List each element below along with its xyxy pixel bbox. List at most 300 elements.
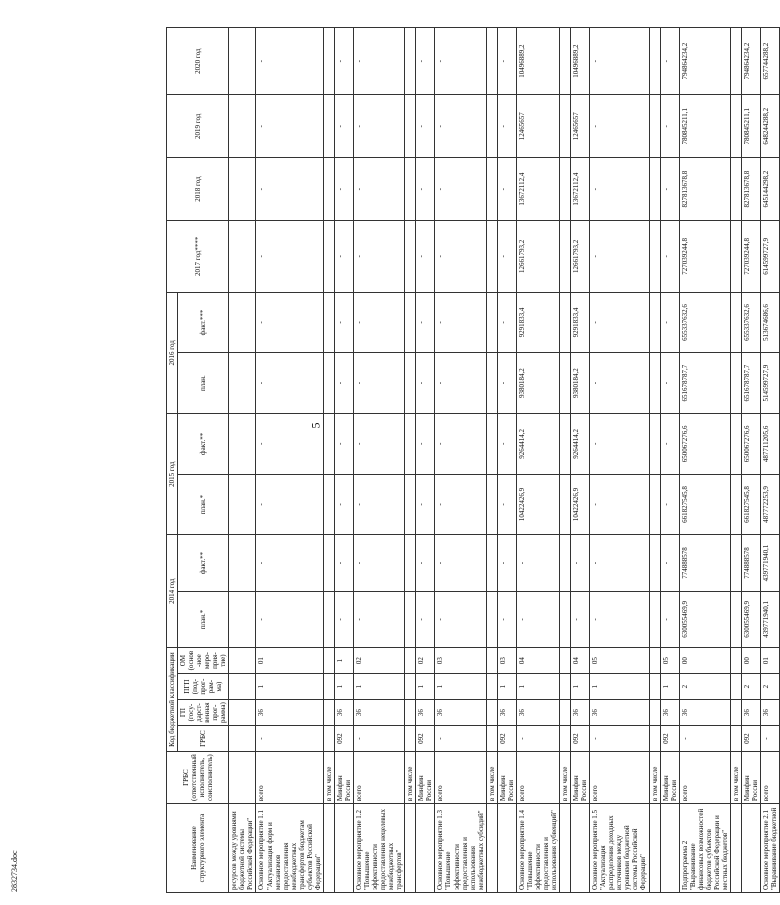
cell-f16: - — [334, 292, 353, 353]
cell-p15: 487772253,9 — [761, 474, 780, 535]
cell-resp: всего — [435, 752, 486, 804]
cell-pgp: 2 — [742, 674, 761, 700]
cell-y18: - — [334, 158, 353, 221]
cell-gp: 36 — [497, 700, 516, 726]
cell-y17: 12661793,2 — [571, 221, 590, 293]
cell-y18: - — [353, 158, 404, 221]
cell-f16 — [649, 292, 660, 353]
cell-om: 01 — [256, 648, 323, 674]
cell-p16: 651678787,7 — [742, 353, 761, 414]
cell-y18: - — [590, 158, 649, 221]
cell-p15: 10422426,9 — [516, 474, 559, 535]
cell-gp: 36 — [679, 700, 730, 726]
cell-y20 — [649, 28, 660, 95]
cell-resp: в том числе — [486, 752, 497, 804]
header-2016: 2016 год — [167, 292, 178, 413]
cell-name — [323, 804, 334, 893]
cell-pgp: 1 — [516, 674, 559, 700]
table-row — [405, 28, 416, 893]
cell-f15: - — [353, 413, 404, 474]
table-row — [353, 28, 404, 893]
cell-gp: 36 — [742, 700, 761, 726]
cell-f15 — [229, 413, 256, 474]
cell-y18: 13672112,4 — [516, 158, 559, 221]
cell-y19 — [229, 95, 256, 158]
cell-y19 — [730, 95, 741, 158]
cell-f16: - — [435, 292, 486, 353]
cell-p15 — [730, 474, 741, 535]
cell-f14 — [229, 535, 256, 591]
cell-p14: 630055469,9 — [679, 591, 730, 647]
cell-name: Основное мероприятие 1.2 "Повышение эффективности предоставления нецелевых межбюджетных трансфертов" — [353, 804, 404, 893]
cell-pgp — [229, 674, 256, 700]
header-2019: 2019 год — [167, 95, 229, 158]
cell-f15 — [730, 413, 741, 474]
cell-pgp: 2 — [761, 674, 780, 700]
cell-p15: - — [416, 474, 435, 535]
table-row — [660, 28, 679, 893]
cell-grbs: 092 — [416, 726, 435, 752]
header-2014: 2014 год — [167, 535, 178, 648]
cell-y19 — [323, 95, 334, 158]
cell-pgp — [405, 674, 416, 700]
cell-resp: в том числе — [649, 752, 660, 804]
cell-pgp — [323, 674, 334, 700]
cell-p16: - — [660, 353, 679, 414]
budget-table — [166, 27, 780, 893]
cell-y19 — [560, 95, 571, 158]
cell-gp: 36 — [353, 700, 404, 726]
cell-y17: - — [416, 221, 435, 293]
cell-y18 — [323, 158, 334, 221]
cell-p15: - — [334, 474, 353, 535]
cell-f15: - — [590, 413, 649, 474]
cell-y17 — [730, 221, 741, 293]
cell-y18 — [649, 158, 660, 221]
cell-y20: 794864234,2 — [742, 28, 761, 95]
cell-p16: 651678787,7 — [679, 353, 730, 414]
cell-y20 — [560, 28, 571, 95]
cell-y20: 794864234,2 — [679, 28, 730, 95]
cell-om — [323, 648, 334, 674]
cell-resp: всего — [256, 752, 323, 804]
cell-f14: 774888578 — [742, 535, 761, 591]
cell-y18 — [730, 158, 741, 221]
cell-y18: 13672112,4 — [571, 158, 590, 221]
cell-y17: 614599727,9 — [761, 221, 780, 293]
cell-p16 — [730, 353, 741, 414]
cell-y17 — [649, 221, 660, 293]
cell-f14: - — [571, 535, 590, 591]
cell-p16: - — [435, 353, 486, 414]
cell-f16 — [229, 292, 256, 353]
header-pgp: ПГП (под-прог-рам-ма) — [178, 674, 229, 700]
cell-name — [649, 804, 660, 893]
cell-resp: всего — [761, 752, 780, 804]
cell-f16 — [730, 292, 741, 353]
header-fact-2016: факт.*** — [178, 292, 229, 353]
table-row — [516, 28, 559, 893]
cell-f16: - — [353, 292, 404, 353]
table-row — [679, 28, 730, 893]
cell-resp: Минфин России — [660, 752, 679, 804]
cell-gp — [486, 700, 497, 726]
cell-y20 — [323, 28, 334, 95]
header-grbs: ГРБС — [178, 726, 229, 752]
cell-f14 — [730, 535, 741, 591]
header-2018: 2018 год — [167, 158, 229, 221]
cell-p15: - — [353, 474, 404, 535]
cell-f15 — [486, 413, 497, 474]
cell-name — [416, 804, 435, 893]
cell-y19 — [649, 95, 660, 158]
cell-y17: 727039244,8 — [742, 221, 761, 293]
cell-resp: Минфин России — [416, 752, 435, 804]
cell-p14: - — [571, 591, 590, 647]
cell-p15 — [649, 474, 660, 535]
cell-f16: 9291833,4 — [571, 292, 590, 353]
cell-f15 — [649, 413, 660, 474]
cell-om: 04 — [516, 648, 559, 674]
cell-gp: 36 — [590, 700, 649, 726]
cell-p15: 661827545,8 — [679, 474, 730, 535]
cell-grbs — [323, 726, 334, 752]
cell-y20: 10496889,2 — [516, 28, 559, 95]
table-row — [229, 28, 256, 893]
cell-y17: 727039244,8 — [679, 221, 730, 293]
cell-om: 1 — [334, 648, 353, 674]
cell-p16: - — [256, 353, 323, 414]
cell-y17: - — [497, 221, 516, 293]
cell-om: 03 — [497, 648, 516, 674]
header-om: ОМ (основ-ное меро-прия-тие) — [178, 648, 229, 674]
cell-p14 — [560, 591, 571, 647]
cell-y17: 12661793,2 — [516, 221, 559, 293]
cell-f15: - — [435, 413, 486, 474]
cell-gp: 36 — [256, 700, 323, 726]
cell-resp: Минфин России — [497, 752, 516, 804]
cell-p14: 630055469,9 — [742, 591, 761, 647]
cell-pgp: 1 — [334, 674, 353, 700]
cell-grbs: - — [590, 726, 649, 752]
header-gp: ГП (госу-дарст-венная прог-рамма) — [178, 700, 229, 726]
cell-f14: 439771940,1 — [761, 535, 780, 591]
cell-name: Основное мероприятие 1.3 "Повышение эффективности предоставления и использования межбюджетных субсидий" — [435, 804, 486, 893]
cell-f15: 650067276,6 — [679, 413, 730, 474]
cell-y17 — [405, 221, 416, 293]
cell-f15: 650067276,6 — [742, 413, 761, 474]
cell-p16 — [229, 353, 256, 414]
cell-om: 03 — [435, 648, 486, 674]
cell-om: 02 — [353, 648, 404, 674]
cell-y17 — [560, 221, 571, 293]
cell-f15: 9264414,2 — [571, 413, 590, 474]
table-row — [416, 28, 435, 893]
cell-f15 — [560, 413, 571, 474]
cell-y18: - — [416, 158, 435, 221]
cell-p16 — [323, 353, 334, 414]
header-plan-2016: план. — [178, 353, 229, 414]
cell-y20 — [229, 28, 256, 95]
header-fact-2015: факт.** — [178, 413, 229, 474]
cell-f15: 487711205,6 — [761, 413, 780, 474]
cell-pgp: 1 — [416, 674, 435, 700]
cell-p16: - — [334, 353, 353, 414]
cell-name — [742, 804, 761, 893]
cell-y18: - — [256, 158, 323, 221]
cell-y17: - — [353, 221, 404, 293]
cell-p15 — [323, 474, 334, 535]
cell-y18 — [229, 158, 256, 221]
cell-y18: - — [660, 158, 679, 221]
cell-om — [649, 648, 660, 674]
table-row — [560, 28, 571, 893]
header-2015: 2015 год — [167, 413, 178, 534]
cell-pgp: 1 — [256, 674, 323, 700]
cell-f14: - — [353, 535, 404, 591]
cell-y19: - — [256, 95, 323, 158]
cell-resp: Минфин России — [571, 752, 590, 804]
cell-f14: - — [516, 535, 559, 591]
cell-p14: 439771940,1 — [761, 591, 780, 647]
table-body — [229, 28, 780, 893]
cell-y19: - — [416, 95, 435, 158]
header-2017: 2017 год**** — [167, 221, 229, 293]
cell-f14: - — [435, 535, 486, 591]
cell-p14 — [323, 591, 334, 647]
cell-y19: - — [590, 95, 649, 158]
cell-p16 — [649, 353, 660, 414]
cell-grbs — [486, 726, 497, 752]
cell-f15: - — [256, 413, 323, 474]
cell-f16: - — [590, 292, 649, 353]
cell-y20: - — [435, 28, 486, 95]
cell-y20: - — [497, 28, 516, 95]
header-fact-2014: факт.** — [178, 535, 229, 591]
cell-om: 02 — [416, 648, 435, 674]
cell-p16: 9380184,2 — [516, 353, 559, 414]
header-2020: 2020 год — [167, 28, 229, 95]
header-code-group: Код бюджетной классификации — [167, 648, 178, 752]
table-row — [571, 28, 590, 893]
cell-pgp: 1 — [590, 674, 649, 700]
cell-gp — [323, 700, 334, 726]
cell-gp — [649, 700, 660, 726]
cell-f15 — [405, 413, 416, 474]
cell-pgp: 1 — [353, 674, 404, 700]
cell-y19 — [486, 95, 497, 158]
header-name: Наименование структурного элемента — [167, 804, 229, 893]
cell-pgp: 1 — [660, 674, 679, 700]
cell-f14 — [560, 535, 571, 591]
cell-y18 — [560, 158, 571, 221]
cell-y17 — [229, 221, 256, 293]
cell-y18 — [486, 158, 497, 221]
cell-name — [334, 804, 353, 893]
table-row — [497, 28, 516, 893]
cell-f14: - — [497, 535, 516, 591]
cell-p15: - — [660, 474, 679, 535]
cell-y19: - — [497, 95, 516, 158]
cell-y19: 12465657 — [571, 95, 590, 158]
cell-y20 — [486, 28, 497, 95]
cell-p15: - — [497, 474, 516, 535]
cell-gp: 36 — [516, 700, 559, 726]
cell-om — [405, 648, 416, 674]
cell-p15: - — [256, 474, 323, 535]
cell-f14: - — [660, 535, 679, 591]
cell-f16: - — [660, 292, 679, 353]
cell-name — [730, 804, 741, 893]
table-row — [730, 28, 741, 893]
cell-f16 — [560, 292, 571, 353]
cell-pgp — [649, 674, 660, 700]
cell-f16: 513674686,6 — [761, 292, 780, 353]
cell-name: Основное мероприятие 1.5 "Актуализация распределения доходных источников между уровнями бюджетной системы Российской Федерации" — [590, 804, 649, 893]
cell-grbs — [649, 726, 660, 752]
cell-f15: 9264414,2 — [516, 413, 559, 474]
cell-f16 — [405, 292, 416, 353]
cell-p14 — [486, 591, 497, 647]
header-grbs-resp: ГРБС (ответственный исполнитель, соисполнитель) — [167, 752, 229, 804]
cell-grbs: - — [353, 726, 404, 752]
cell-grbs: 092 — [660, 726, 679, 752]
cell-pgp — [486, 674, 497, 700]
cell-gp — [229, 700, 256, 726]
cell-p14: - — [660, 591, 679, 647]
cell-y17 — [323, 221, 334, 293]
cell-p15: 10422426,9 — [571, 474, 590, 535]
cell-y19: - — [353, 95, 404, 158]
table-row — [761, 28, 780, 893]
cell-grbs: 092 — [497, 726, 516, 752]
cell-f14: - — [416, 535, 435, 591]
cell-grbs: 092 — [571, 726, 590, 752]
page-number: 5 — [308, 422, 323, 429]
cell-name: Основное мероприятие 1.4 "Повышение эффективности предоставления и использования субвенций" — [516, 804, 559, 893]
cell-pgp — [730, 674, 741, 700]
cell-f15 — [323, 413, 334, 474]
cell-gp: 36 — [571, 700, 590, 726]
cell-p16: - — [497, 353, 516, 414]
cell-name — [660, 804, 679, 893]
cell-f14: - — [256, 535, 323, 591]
cell-om: 04 — [571, 648, 590, 674]
table-row — [334, 28, 353, 893]
cell-y20 — [730, 28, 741, 95]
cell-f14 — [649, 535, 660, 591]
cell-p15 — [486, 474, 497, 535]
cell-p15: - — [590, 474, 649, 535]
table-row — [323, 28, 334, 893]
cell-f15: - — [497, 413, 516, 474]
cell-p14: - — [334, 591, 353, 647]
cell-y20: - — [590, 28, 649, 95]
cell-f16: - — [416, 292, 435, 353]
cell-y17: - — [334, 221, 353, 293]
header-plan-2014: план.* — [178, 591, 229, 647]
table-row — [649, 28, 660, 893]
cell-f15: - — [416, 413, 435, 474]
cell-p16: - — [416, 353, 435, 414]
cell-name — [497, 804, 516, 893]
cell-pgp: 1 — [497, 674, 516, 700]
cell-y18 — [405, 158, 416, 221]
cell-p16 — [560, 353, 571, 414]
cell-om: 05 — [660, 648, 679, 674]
cell-p14: - — [416, 591, 435, 647]
cell-name — [560, 804, 571, 893]
table-row — [590, 28, 649, 893]
cell-y20: - — [416, 28, 435, 95]
cell-resp: всего — [516, 752, 559, 804]
cell-y18: 645144298,2 — [761, 158, 780, 221]
cell-p14: - — [516, 591, 559, 647]
cell-y19: - — [660, 95, 679, 158]
cell-om — [229, 648, 256, 674]
cell-resp: всего — [679, 752, 730, 804]
cell-gp: 36 — [334, 700, 353, 726]
cell-y20: 10496889,2 — [571, 28, 590, 95]
cell-resp — [229, 752, 256, 804]
cell-p15: 661827545,8 — [742, 474, 761, 535]
cell-name: ресурсов между уровнями бюджетной системы Российской Федерации" — [229, 804, 256, 893]
cell-f16: - — [256, 292, 323, 353]
cell-f14: - — [590, 535, 649, 591]
cell-p15 — [560, 474, 571, 535]
cell-resp: в том числе — [323, 752, 334, 804]
cell-resp: в том числе — [560, 752, 571, 804]
budget-table-rotated — [166, 27, 779, 893]
cell-y20: - — [660, 28, 679, 95]
cell-p15 — [229, 474, 256, 535]
cell-p16: 9380184,2 — [571, 353, 590, 414]
cell-p14 — [730, 591, 741, 647]
cell-gp: 36 — [660, 700, 679, 726]
cell-grbs: - — [516, 726, 559, 752]
cell-name — [571, 804, 590, 893]
cell-y20 — [405, 28, 416, 95]
cell-resp: в том числе — [405, 752, 416, 804]
cell-p16: 514599727,9 — [761, 353, 780, 414]
cell-f16 — [323, 292, 334, 353]
cell-p16: - — [590, 353, 649, 414]
cell-y19: 780845211,1 — [742, 95, 761, 158]
cell-y17: - — [435, 221, 486, 293]
cell-grbs: - — [256, 726, 323, 752]
cell-name: Подпрограмма 2 "Выравнивание финансовых возможностей бюджетов субъектов Российской Федерации и местных бюджетов" — [679, 804, 730, 893]
cell-y19: - — [334, 95, 353, 158]
cell-resp: Минфин России — [742, 752, 761, 804]
cell-resp: всего — [353, 752, 404, 804]
cell-name — [405, 804, 416, 893]
cell-f14: 774888578 — [679, 535, 730, 591]
cell-p14: - — [497, 591, 516, 647]
cell-gp: 36 — [416, 700, 435, 726]
cell-grbs: 092 — [334, 726, 353, 752]
table-row — [742, 28, 761, 893]
cell-gp — [405, 700, 416, 726]
cell-f14 — [323, 535, 334, 591]
cell-y18: - — [497, 158, 516, 221]
cell-pgp: 1 — [435, 674, 486, 700]
cell-grbs — [730, 726, 741, 752]
cell-resp: Минфин России — [334, 752, 353, 804]
cell-y20: - — [256, 28, 323, 95]
cell-om: 00 — [742, 648, 761, 674]
cell-pgp: 1 — [571, 674, 590, 700]
cell-y17: - — [590, 221, 649, 293]
